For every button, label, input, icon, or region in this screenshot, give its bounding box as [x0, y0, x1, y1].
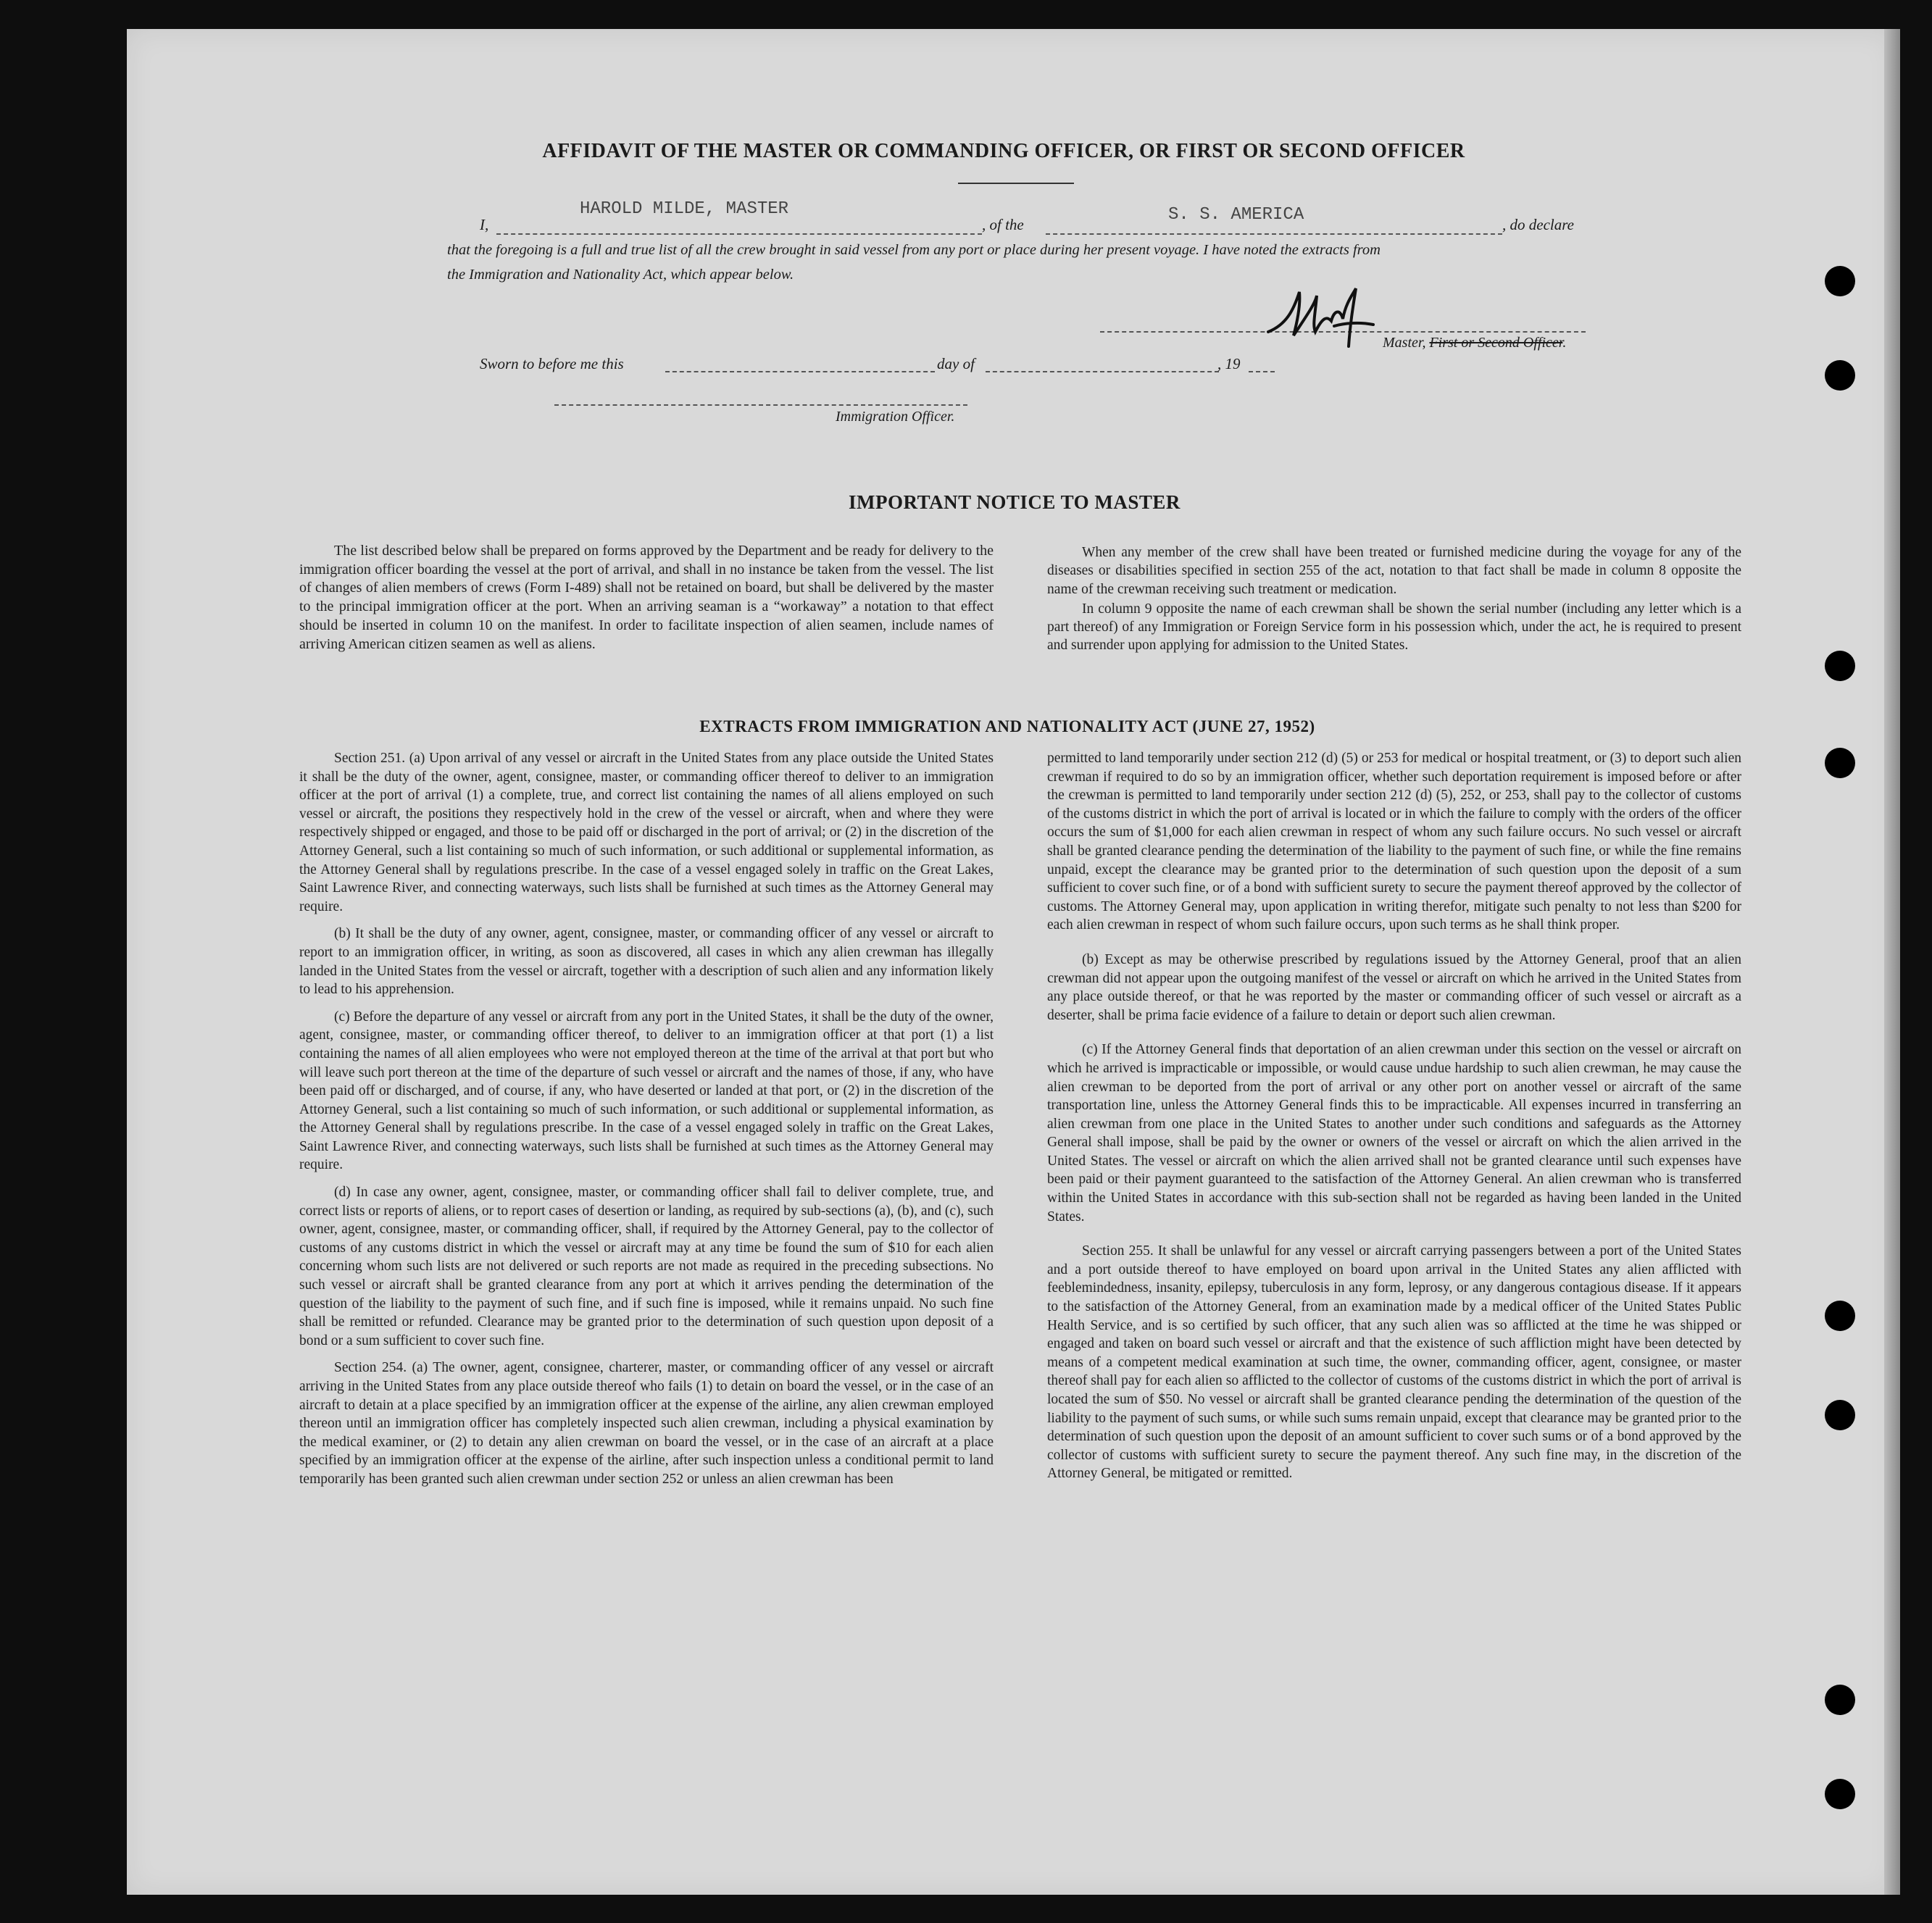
punch-hole [1825, 1685, 1855, 1715]
vessel-name-field: S. S. AMERICA [1168, 205, 1304, 225]
sworn-month-line [986, 371, 1219, 372]
extracts-left-column [299, 749, 994, 1498]
sworn-day-line [665, 371, 935, 372]
name-line [496, 233, 982, 235]
section-251-d: (d) In case any owner, agent, consignee, master, or commanding officer shall fail to deliver complete, true, and correct lists or reports of aliens, or to report cases of desertion or landing, as required by sub-sections (a), (b), and (c), such owner, agent, consignee, master, or commanding officer, shall, if required by the Attorney General, pay to the collector of customs of any customs district in which the vessel or aircraft may at any time be found the sum of $10 for each alien concerning whom such lists are not delivered or such reports are not made as required in the preceding subsections. No such vessel or aircraft shall be granted clearance from any port at which it arrives pending the determination of the question of the liability to the payment of such fine, and if such fine is imposed, while it remains unpaid. No such fine shall be remitted or refunded. Clearance may be granted prior to the determination of such question upon deposit of a bond or a sum sufficient to cover such fine. [299, 1185, 994, 1348]
notice-left-paragraph: The list described below shall be prepared on forms approved by the Department and be ready for delivery to the immigration officer boarding the vessel at the port of arrival, and shall in no instance be taken from the vessel. The list of changes of alien members of crews (Form I-489) shall not be retained on board, but shall be delivered by the master to the principal immigration officer at the port. When an arriving seaman is a “workaway” a notation to that effect should be inserted in column 10 on the manifest. In order to facilitate inspection of alien seamen, include names of arriving American citizen seamen as well as aliens. [299, 543, 994, 652]
section-251-c: (c) Before the departure of any vessel or aircraft from any port in the United States, it shall be the duty of the owner, agent, consignee, master, or commanding officer thereof, to deliver to an immigration officer at that port (1) a list containing the names of all alien employees who were not employed thereon at the time of the arrival at that port but who will leave such port thereon at the time of the departure of such vessel or aircraft and the names of those, if any, who have been paid off or discharged, and of course, if any, who have deserted or landed at that port, or (2) in the discretion of the Attorney General, such a list containing so much of such information, or such additional or supplemental information, as the Attorney General shall by regulations prescribe. In the case of a vessel engaged solely in traffic on the Great Lakes, Saint Lawrence River, and connecting waterways, such lists shall be furnished at such times as the Attorney General may require. [299, 1009, 994, 1173]
officer-caption: Immigration Officer. [836, 409, 955, 425]
signature-image [1265, 281, 1395, 354]
sworn-label: Sworn to before me this [480, 355, 624, 372]
notice-right-paragraph-1: When any member of the crew shall have been treated or furnished medicine during the voyage for any of the diseases or disabilities specified in section 255 of the act, notation to that fact shall be made in column 8 opposite the name of the crewman receiving such treatment or medication. [1047, 545, 1741, 597]
section-254-a-continued: permitted to land temporarily under section 212 (d) (5) or 253 for medical or hospital treatment, or (3) to deport such alien crewman if required to do so by an immigration officer, whether such deportation requirement is imposed before or after the crewman is permitted to land temporarily under section 212 (d) (5), 252, or 253, shall pay to the collector of customs of the customs district in which the port of arrival is located or in which the failure to comply with the orders of the officer occurs the sum of $1,000 for each alien crewman in respect of whom any such failure occurs. No such vessel or aircraft shall be granted clearance pending the determination of the liability to the payment of such fine, or while the fine remains unpaid, except the clearance may be granted prior to the determination of such question upon the deposit of a sum sufficient to cover such fine, or of a bond with sufficient surety to secure the payment thereof approved by the collector of customs. The Attorney General may, upon application in writing therefor, mitigate such penalty to not less than $200 for each alien crewman in respect of whom such failure occurs, upon such terms as he shall think proper. [1047, 751, 1741, 933]
caption-end: . [1562, 335, 1567, 351]
i-label: I, [480, 216, 489, 233]
punch-hole [1825, 1779, 1855, 1809]
year-prefix: , 19 [1217, 355, 1241, 372]
declare-label: , do declare [1502, 216, 1574, 233]
punch-hole [1825, 266, 1855, 296]
statement-line-2: the Immigration and Nationality Act, which appear below. [447, 267, 794, 283]
section-254-b: (b) Except as may be otherwise prescribed by regulations issued by the Attorney General, proof that an alien crewman did not appear upon the outgoing manifest of the vessel or aircraft on which he arrived in the United States from any place outside thereof, or that he was reported by the master or commanding officer of such vessel or aircraft as a deserter, shall be prima facie evidence of a failure to detain or deport such alien crewman. [1047, 951, 1741, 1023]
page-edge [1884, 29, 1900, 1895]
officer-line [554, 404, 967, 406]
extracts-right-column [1047, 749, 1741, 1492]
notice-left-column [299, 542, 994, 662]
punch-hole [1825, 1301, 1855, 1331]
punch-hole [1825, 360, 1855, 391]
section-251-a: Section 251. (a) Upon arrival of any vessel or aircraft in the United States from any place outside the United States it shall be the duty of the owner, agent, consignee, master, or commanding officer thereof to deliver to an immigration officer at the port of arrival (1) a complete, true, and correct list containing the names of all aliens employed on such vessel or aircraft, the positions they respectively hold in the crew of the vessel or aircraft, when and where they were respectively shipped or engaged, and those to be paid off or discharged in the port of arrival; or (2) in the discretion of the Attorney General, such a list containing so much of such information, or such additional or supplemental information, as the Attorney General shall by regulations prescribe. In the case of a vessel engaged solely in traffic on the Great Lakes, Saint Lawrence River, and connecting waterways, such lists shall be furnished at such times as the Attorney General may require. [299, 751, 994, 914]
punch-hole [1825, 1400, 1855, 1430]
section-254-a: Section 254. (a) The owner, agent, consignee, charterer, master, or commanding officer of any vessel or aircraft arriving in the United States from any place outside thereof who fails (1) to detain on board the vessel, or in the case of an aircraft to detain at a place specified by an immigration officer at the expense of the airline, any alien crewman employed thereon until an immigration officer has completely inspected such alien crewman, including a physical examination by the medical examiner, or (2) to detain any alien crewman on board the vessel, or in the case of an aircraft at a place specified by an immigration officer at the expense of the airline, after such inspection unless a conditional permit to land temporarily has been granted such alien crewman under section 252 or unless an alien crewman has been [299, 1360, 994, 1487]
caption-master: Master, [1383, 335, 1426, 351]
section-255: Section 255. It shall be unlawful for any vessel or aircraft carrying passengers between a port of the United States and a port outside thereof to have employed on board upon arrival in the United States any alien afflicted with feeblemindedness, insanity, epilepsy, tuberculosis in any form, leprosy, or any dangerous contagious disease. If it appears to the satisfaction of the Attorney General, from an examination made by a medical officer of the United States Public Health Service, and is so certified by such officer, that any such alien was so afflicted at the time he was shipped or engaged and taken on board such vessel or aircraft and that the existence of such affliction might have been detected by means of a competent medical examination at such time, the owner, commanding officer, agent, consignee, or master thereof shall pay for each alien so afflicted to the collector of customs of the customs district in which the port of arrival is located the sum of $50. No vessel or aircraft shall be granted clearance pending the determination of the question of the liability to the payment of such sums, or while such sums remain unpaid, except that clearance may be granted prior to the determination of such question upon the deposit of an amount sufficient to cover such sums or of a bond approved by the collector of customs with sufficient surety to secure the payment thereof. Any such fine may, in the discretion of the Attorney General, be mitigated or remitted. [1047, 1243, 1741, 1482]
section-254-c: (c) If the Attorney General finds that deportation of an alien crewman under this section on the vessel or aircraft on which he arrived is impracticable or impossible, or would cause undue hardship to such alien crewman, he may cause the alien crewman to be deported from the port of arrival or any other port on another vessel or aircraft of the same transportation line, unless the Attorney General finds this to be impracticable. All expenses incurred in transferring an alien crewman from one place in the United States to another under such conditions and safeguards as the Attorney General shall impose, shall be paid by the owner or owners of the vessel or aircraft on which the alien arrived in the United States. The vessel or aircraft on which the alien arrived shall not be granted clearance until such expenses have been paid or their payment guaranteed to the satisfaction of the Attorney General. An alien crewman who is transferred within the United States in accordance with this sub-section shall not be regarded as having been landed in the United States. [1047, 1042, 1741, 1225]
sworn-year-line [1249, 371, 1275, 372]
title-rule [958, 183, 1074, 184]
notice-title: IMPORTANT NOTICE TO MASTER [849, 491, 1181, 513]
statement-line-1: that the foregoing is a full and true list of all the crew brought in said vessel from any port or place during her present voyage. I have noted the extracts from [447, 242, 1381, 258]
extracts-title: EXTRACTS FROM IMMIGRATION AND NATIONALITY ACT (JUNE 27, 1952) [699, 717, 1315, 735]
notice-right-paragraph-2: In column 9 opposite the name of each crewman shall be shown the serial number (including any letter which is a part thereof) of any Immigration or Foreign Service form in his possession which, under the act, he is required to present and surrender upon applying for admission to the United States. [1047, 601, 1741, 654]
notice-right-column [1047, 543, 1741, 664]
caption-struck-officer: First or Second Officer [1429, 335, 1563, 351]
signature-caption [1383, 335, 1566, 351]
vessel-line [1046, 233, 1502, 235]
section-251-b: (b) It shall be the duty of any owner, agent, consignee, master, or commanding officer of any vessel or aircraft to report to an immigration officer, in writing, as soon as discovered, all cases in which any alien crewman has illegally landed in the United States from the vessel or aircraft, together with a description of such alien and any information likely to lead to his apprehension. [299, 926, 994, 998]
punch-hole [1825, 748, 1855, 778]
punch-hole [1825, 651, 1855, 681]
master-name-field: HAROLD MILDE, MASTER [580, 199, 789, 219]
affidavit-title: AFFIDAVIT OF THE MASTER OR COMMANDING OFFICER, OR FIRST OR SECOND OFFICER [542, 140, 1465, 162]
of-the-label: , of the [982, 216, 1024, 233]
day-of-label: day of [937, 355, 975, 372]
